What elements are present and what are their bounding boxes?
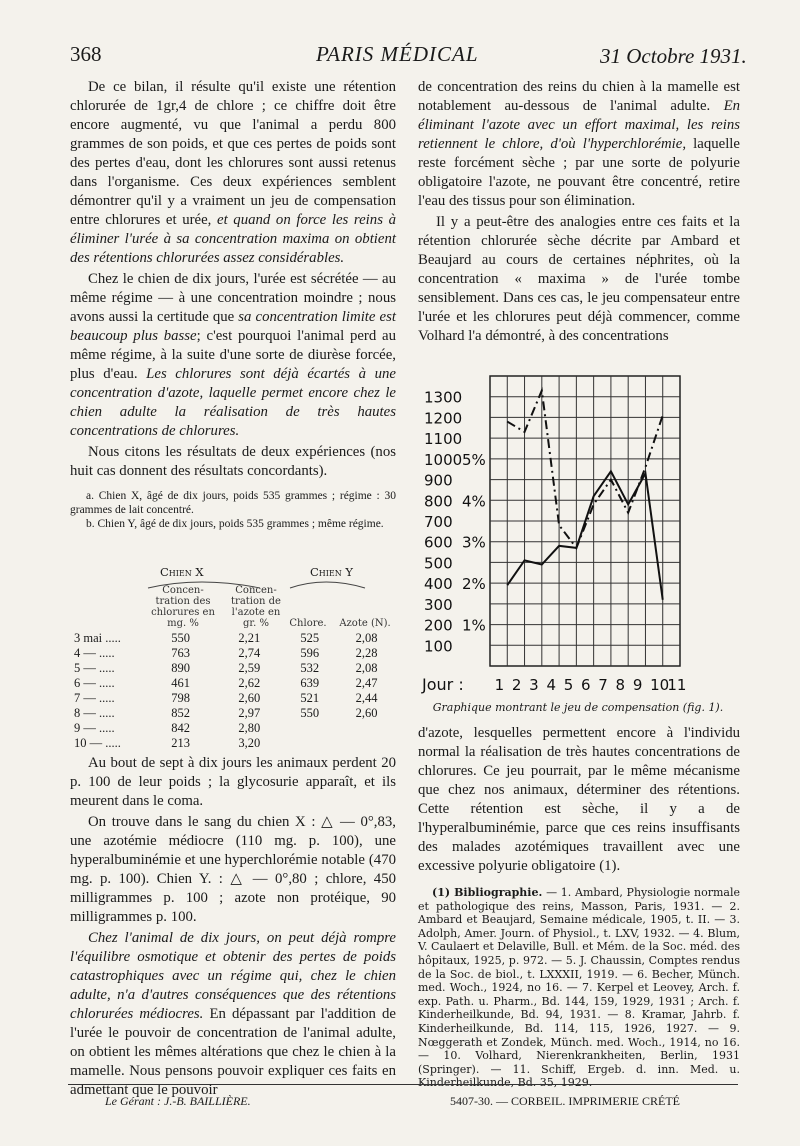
table-cell-value: 2,60 [238,691,261,705]
x-tick-label: 6 [581,676,591,694]
y-tick-label: 700 [424,513,453,531]
journal-title: PARIS MÉDICAL [316,42,479,66]
table-row [72,661,396,676]
y-tick-label: 800 [424,492,453,511]
table-row [72,646,396,661]
right-paragraph-2: Il y a peut-être des analogies entre ces faits et la rétention chlorurée sèche décrite par Ambard et Beaujard au cours de certaines néphrites, où la concentration « maxima » de l'urée tombe sensiblement. Dans ces cas, le jeu compensateur entre l'urée et les chlorures peut déjà commencer, comme Volhard l'a démontré, à des concentrations [418,214,740,344]
bibliography-text: — 1. Ambard, Physiologie normale et pathologique des reins, Masson, Paris, 1931. — 2. Ambard et Beaujard, Semaine médicale, 1905, t. II. — 3. Adolph, Amer. Journ. of Physiol., t. LXV, 1932. — 4. Blum, V. Caulaert et Delaville, Bull. et Mém. de la Soc. méd. des hôpitaux, 1925, p. 972. — 5. J. Chaussin, Comptes rendus de la Soc. de biol., t. LXXXII, 1919. — 6. Becher, Münch. med. Woch., 1924, no 16. — 7. Kerpel et Leovey, Arch. f. exp. Path. u. Pharm., Bd. 144, 159, 1929, 1931 ; Arch. f. Kinderheilkunde, Bd. 94, 1931. — 8. Kramar, Jahrb. f. Kinderheilkunde, Bd. 114, 115, 1926, 1927. — 9. Nœggerath et Zondek, Münch. med. Woch., 1914, no 16. — 10. Volhard, Nierenkrankheiten, Berlin, 1931 (Springer). — 11. Schiff, Ergeb. d. inn. Med. u. Kinderheilkunde, Bd. 35, 1929. [418,886,740,1090]
table-cell-value: 798 [171,691,191,705]
right-column-lower [418,724,740,876]
table-cell-value: 639 [300,676,320,690]
x-tick-label: 3 [529,676,539,694]
y-tick-label: 400 [424,575,453,594]
left-paragraph-6: Chez l'animal de dix jours, on peut déjà rompre l'équilibre osmotique et obtenir des pertes de poids catastrophiques avec un régime qui, chez le chien adulte, n'a d'autres conséquences que des rétentions chlorurées médiocres. En dépassant par l'addition de l'urée le pouvoir de concentration de l'animal adulte, on obtient les mêmes altérations que chez le chien à la mamelle. Nous pensons pouvoir expliquer ces faits en admettant que le pouvoir [70,930,396,1098]
y-tick-label: 900 [424,471,453,490]
experiment-descriptions [70,489,396,531]
table-cell-date: 4 — ..... [74,646,115,660]
bibliography-label: (1) Bibliographie. [432,886,543,899]
table-cell-value: 532 [300,661,320,675]
y-tick-percent: 4% [462,492,486,511]
left-column-lower [70,754,396,1100]
table-cell-value: 852 [171,706,191,720]
footer-printer: 5407-30. — CORBEIL. IMPRIMERIE CRÉTÉ [450,1094,680,1108]
x-tick-label: 2 [511,676,522,694]
table-row [72,721,396,736]
table-cell-value [282,721,337,736]
x-tick-label: 1 [494,676,505,694]
footer-gerant: Le Gérant : J.-B. BAILLIÈRE. [105,1094,251,1108]
table-row [72,691,396,706]
table-cell-date: 7 — ..... [74,691,115,705]
x-tick-label: 10 [650,676,670,694]
issue-date: 31 Octobre 1931. [600,44,747,68]
y-tick-label: 200 [424,616,453,635]
left-paragraph-2: Chez le chien de dix jours, l'urée est sécrétée — au même régime — à une concentration moindre ; nous avons aussi la certitude que sa concentration limite est beaucoup plus basse; c'est pourquoi l'animal perd au même régime, à la suite d'une sorte de diurèse forcée, plus d'eau. Les chlorures sont déjà écartés à une concentration d'azote, laquelle permet encore chez le chien adulte la réalisation de très hautes concentrations de chlorures. [70,271,396,439]
right-paragraph-1: de concentration des reins du chien à la mamelle est notablement au-dessous de l'animal adulte. En éliminant l'azote avec un effort maximal, les reins retiennent le chlore, d'où l'hyperchlorémie, laquelle reste forcément sèche ; par une sorte de polyurie obligatoire l'azote, ne pouvant être concentré, retire l'eau des tissus pour son élimination. [418,79,740,209]
table-cell-value: 461 [171,676,191,690]
left-paragraph-5: On trouve dans le sang du chien X : △ — 0°,83, une azotémie médiocre (110 mg. p. 100), une hyperalbuminémie et une hyperchlorémie notable (470 mg. p. 100). Chien Y. : △ — 0°,80 ; chlore, 450 milligrammes p. 100 ; azote non protéique, 90 milligrammes p. 100. [70,814,396,925]
y-tick-percent: 3% [462,533,486,552]
table-cell-value [337,736,396,751]
table-cell-value: 2,74 [238,646,261,660]
table-row [72,736,396,751]
table-cell-value: 525 [300,631,320,645]
compensation-chart [418,368,738,698]
table-cell-value: 550 [171,631,191,645]
col-header-chlore-y: Chlore. [289,618,327,629]
experiment-b: b. Chien Y, âgé de dix jours, poids 535 grammes ; même régime. [86,518,384,530]
x-tick-label: 9 [632,676,643,694]
table-cell-value [282,736,337,751]
page-number: 368 [70,42,102,66]
y-tick-label: 600 [424,533,453,552]
x-tick-label: 4 [546,676,557,694]
right-column [418,78,740,346]
table-cell-value: 213 [171,736,191,750]
right-paragraph-3: d'azote, lesquelles permettent encore à l'individu normal la réalisation de très hautes concentrations de chlorures. Ce jeu pourrait, par le même mécanisme que chez nos animaux, déterminer des rétentions. Cette rétention est sèche, il y a de l'hyperalbuminémie, parce que ces reins insuffisants des malades azotémiques travaillent avec une excessive polyurie obligatoire (1). [418,725,740,874]
table-cell-value: 2,21 [238,631,261,645]
table-cell-value: 550 [300,706,320,720]
table-cell-date: 10 — ..... [74,736,121,750]
table-row [72,676,396,691]
x-tick-label: 5 [563,676,574,694]
figure-caption: Graphique montrant le jeu de compensation (fig. 1). [432,701,724,714]
table-row [72,631,396,646]
experiment-a: a. Chien X, âgé de dix jours, poids 535 grammes ; régime : 30 grammes de lait concentré. [70,490,396,516]
y-tick-percent: 5% [462,450,486,469]
y-tick-label: 1100 [424,430,463,449]
table-cell-date: 9 — ..... [74,721,115,735]
y-tick-label: 1300 [424,388,463,407]
x-tick-label: 8 [615,676,626,694]
table-cell-value: 890 [171,661,191,675]
left-paragraph-1: De ce bilan, il résulte qu'il existe une rétention chlorurée de 1gr,4 de chlore ; ce chiffre doit être encore augmenté, vu que l'animal a perdu 800 grammes de son poids, et que ces pertes de poids sont des pertes d'eau, dont les chlorures sont aussi retenus dans l'organisme. Ces deux expériences semblent démontrer qu'il y a vraiment un jeu de compensation entre chlorures et urée, et quand on force les reins à éliminer l'urée à sa concentration maxima on obtient des rétentions chlorurées assez considérables. [70,79,396,266]
table-cell-value: 2,60 [355,706,378,720]
table-cell-value: 842 [171,721,191,735]
x-axis-label: Jour : [422,675,464,694]
table-cell-value: 763 [171,646,191,660]
table-cell-value: 2,08 [355,661,378,675]
results-table [72,631,396,751]
table-cell-value [337,721,396,736]
table-cell-date: 8 — ..... [74,706,115,720]
col-header-azote-x: Concen- tration de l'azote en gr. % [231,585,281,629]
table-cell-date: 5 — ..... [74,661,115,675]
y-tick-label: 500 [424,554,453,573]
table-cell-value: 2,62 [238,676,261,690]
y-tick-percent: 2% [462,575,486,594]
y-tick-label: 100 [424,637,453,656]
left-paragraph-4: Au bout de sept à dix jours les animaux perdent 20 p. 100 de leur poids ; la glycosurie apparaît, et ils meurent dans le coma. [70,755,396,809]
table-cell-value: 2,08 [355,631,378,645]
left-paragraph-3: Nous citons les résultats de deux expériences (nos huit cas donnent des résultats concordants). [70,444,396,479]
table-cell-date: 3 mai ..... [74,631,121,645]
bibliography [418,886,740,1090]
table-cell-value: 596 [300,646,320,660]
dog-y-heading: Chien Y [310,565,354,579]
table-cell-value: 2,80 [238,721,261,735]
table-cell-value: 2,97 [238,706,261,720]
x-tick-label: 7 [598,676,608,694]
col-header-azote-y: Azote (N). [339,618,391,629]
table-cell-date: 6 — ..... [74,676,115,690]
col-header-chlorures-x: Concen- tration des chlorures en mg. % [151,585,215,629]
table-cell-value: 2,28 [355,646,378,660]
table-cell-value: 2,47 [355,676,378,690]
table-row [72,706,396,721]
table-cell-value: 521 [300,691,320,705]
table-cell-value: 2,59 [238,661,261,675]
y-tick-percent: 1% [462,616,486,635]
table-cell-value: 2,44 [355,691,378,705]
dog-x-heading: Chien X [160,565,204,579]
footer-rule [68,1084,738,1085]
x-tick-label: 11 [667,676,687,694]
left-column [70,78,396,531]
table-cell-value: 3,20 [238,736,261,750]
y-tick-label: 300 [424,595,453,614]
y-tick-label: 1200 [424,409,463,428]
y-tick-label: 1000 [424,450,463,469]
